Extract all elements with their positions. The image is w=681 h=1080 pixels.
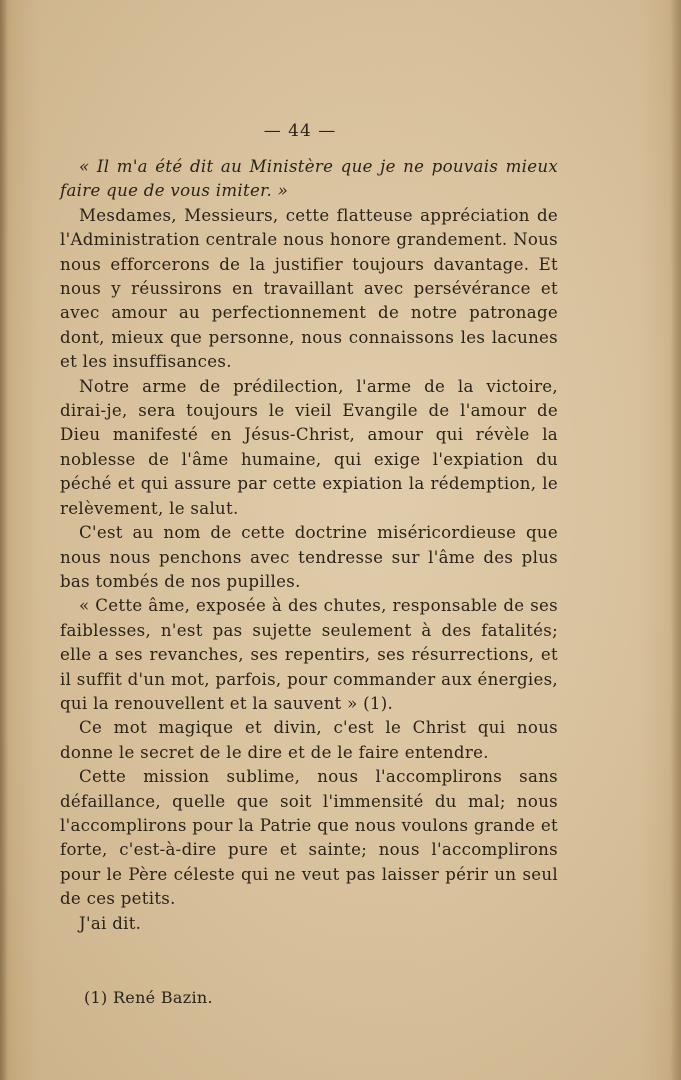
paragraph-closing: J'ai dit. [79, 913, 142, 933]
paragraph-doctrine: C'est au nom de cette doctrine miséricordieuse que nous nous penchons avec tendresse sur l'âme des plus bas tombés de nos pupilles. [60, 523, 558, 591]
page-number: — 44 — [263, 121, 337, 141]
page-left-edge-shadow [0, 0, 8, 1080]
paragraph-evangile: Notre arme de prédilection, l'arme de la victoire, dirai-je, sera toujours le vieil Evangile de l'amour de Dieu manifesté en Jésus-Christ, amour qui révèle la noblesse de l'âme humaine, qui exige l'expiation du péché et qui assure par cette expiation la rédemption, le relèvement, le salut. [60, 376, 558, 518]
body-text [60, 155, 558, 936]
footnote: (1) René Bazin. [84, 988, 213, 1007]
paragraph-bazin-quote: « Cette âme, exposée à des chutes, responsable de ses faiblesses, n'est pas sujette seulement à des fatalités; elle a ses revanches, ses repentirs, ses résurrections, et il suffit d'un mot, parfois, pour commander aux énergies, qui la renouvellent et la sauvent » (1). [60, 596, 558, 713]
paragraph-administration: Mesdames, Messieurs, cette flatteuse appréciation de l'Administration centrale nous honore grandement. Nous nous efforcerons de la justifier toujours davantage. Et nous y réussirons en travaillant avec persévérance et avec amour au perfectionnement de notre patronage dont, mieux que personne, nous connaissons les lacunes et les insuffisances. [60, 205, 558, 372]
paragraph-quote-ministry: « Il m'a été dit au Ministère que je ne pouvais mieux faire que de vous imiter. » [60, 157, 558, 201]
paragraph-mission: Cette mission sublime, nous l'accomplirons sans défaillance, quelle que soit l'immensité du mal; nous l'accomplirons pour la Patrie que nous voulons grande et forte, c'est-à-dire pure et sainte; nous l'accomplirons pour le Père céleste qui ne veut pas laisser périr un seul de ces petits. [60, 767, 558, 909]
paragraph-mot-magique: Ce mot magique et divin, c'est le Christ qui nous donne le secret de le dire et de le faire entendre. [60, 718, 558, 762]
page-right-edge-shadow [671, 0, 681, 1080]
